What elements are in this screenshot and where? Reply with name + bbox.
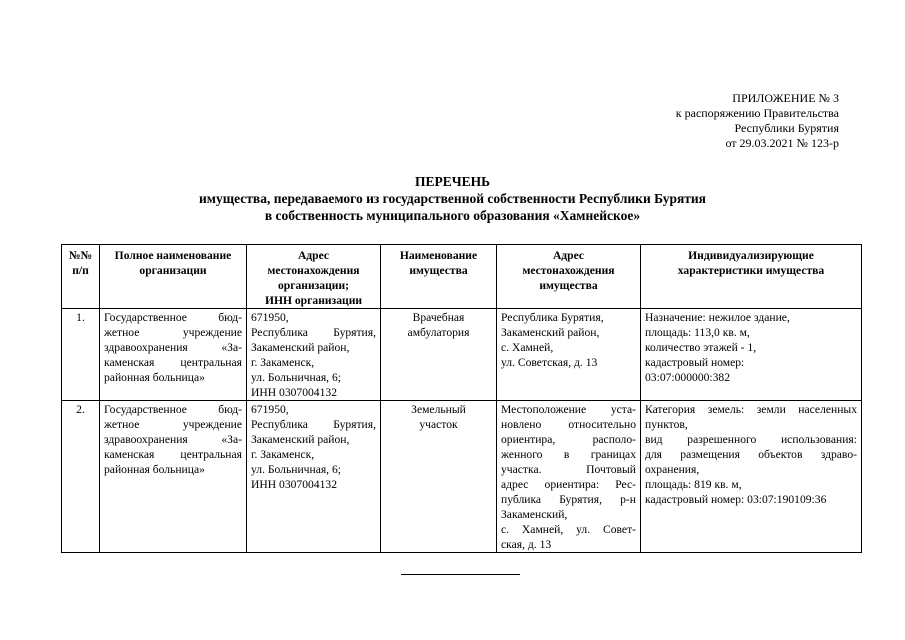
header-org-name [100, 245, 247, 309]
cell-num: 1. [62, 309, 100, 401]
cell-line: Адрес [552, 249, 585, 262]
cell-line: 671950, [251, 403, 289, 416]
cell-org-name [100, 401, 247, 553]
cell-org-address [247, 401, 381, 553]
cell-line: Местоположение уста- [501, 403, 636, 416]
cell-line: Адрес [297, 249, 330, 262]
cell-line: №№ [68, 249, 93, 262]
cell-line: ориентира, располо- [501, 433, 636, 446]
property-table [61, 244, 862, 553]
cell-line: Республика Бурятия, [251, 326, 376, 339]
appendix-date: от 29.03.2021 № 123-р [725, 136, 839, 150]
header-org-address [247, 245, 381, 309]
cell-line: местонахождения [267, 264, 360, 277]
header-property-address [497, 245, 641, 309]
cell-line: с. Хамней, ул. Совет- [501, 523, 636, 536]
cell-line: женного в границах [501, 448, 636, 461]
cell-line: местонахождения [522, 264, 615, 277]
cell-line: с. Хамней, [501, 341, 554, 354]
cell-line: площадь: 819 кв. м, [645, 478, 742, 491]
cell-line: г. Закаменск, [251, 356, 315, 369]
cell-line: новлено относительно [501, 418, 636, 431]
cell-line: Категория земель: земли населенных [645, 403, 857, 416]
header-num [62, 245, 100, 309]
table-row [62, 309, 862, 401]
cell-line: Закаменский район, [251, 341, 350, 354]
cell-line: 03:07:000000:382 [645, 371, 731, 384]
cell-line: Республика Бурятия, [251, 418, 376, 431]
cell-line: Закаменский район, [501, 326, 600, 339]
cell-org-address [247, 309, 381, 401]
cell-line: имущества [409, 264, 468, 277]
cell-line: участок [419, 418, 458, 431]
cell-line: организации [139, 264, 207, 277]
cell-line: ИНН 0307004132 [251, 478, 337, 491]
cell-line: Индивидуализирующие [688, 249, 814, 262]
appendix-republic: Республики Бурятия [734, 121, 839, 135]
cell-line: вид разрешенного использования: [645, 433, 857, 446]
document-title [0, 173, 905, 224]
cell-line: ская, д. 13 [501, 538, 552, 551]
cell-property-name [381, 401, 497, 553]
cell-line: количество этажей - 1, [645, 341, 757, 354]
cell-line: каменская центральная [104, 356, 242, 369]
title-line-2: имущества, передаваемого из государственной собственности Республики Бурятия [199, 191, 706, 206]
appendix-header [676, 91, 839, 151]
cell-characteristics [641, 401, 862, 553]
cell-line: пунктов, [645, 418, 688, 431]
cell-line: охранения, [645, 463, 700, 476]
cell-line: имущества [539, 279, 598, 292]
cell-line: п/п [72, 264, 89, 277]
cell-line: Республика Бурятия, [501, 311, 604, 324]
cell-line: Наименование [399, 249, 478, 262]
cell-line: каменская центральная [104, 448, 242, 461]
cell-line: районная больница» [104, 463, 205, 476]
cell-line: ИНН организации [264, 294, 363, 307]
cell-property-address [497, 401, 641, 553]
cell-line: Государственное бюд- [104, 403, 242, 416]
cell-line: участка. Почтовый [501, 463, 636, 476]
cell-line: Государственное бюд- [104, 311, 242, 324]
cell-line: здравоохранения «За- [104, 433, 242, 446]
table-header-row [62, 245, 862, 309]
appendix-order-ref: к распоряжению Правительства [675, 106, 839, 120]
cell-line: здравоохранения «За- [104, 341, 242, 354]
cell-line: Земельный [411, 403, 466, 416]
cell-line: жетное учреждение [104, 326, 242, 339]
cell-num: 2. [62, 401, 100, 553]
cell-line: Полное наименование [114, 249, 232, 262]
cell-line: ул. Советская, д. 13 [501, 356, 598, 369]
cell-line: организации; [277, 279, 350, 292]
cell-line: 671950, [251, 311, 289, 324]
title-line-3: в собственность муниципального образования «Хамнейское» [264, 208, 641, 223]
cell-line: ул. Больничная, 6; [251, 463, 341, 476]
cell-line: публика Бурятия, р-н [501, 493, 636, 506]
cell-line: адрес ориентира: Рес- [501, 478, 636, 491]
appendix-number: ПРИЛОЖЕНИЕ № 3 [732, 91, 839, 105]
cell-org-name [100, 309, 247, 401]
cell-line: Закаменский район, [251, 433, 350, 446]
cell-line: районная больница» [104, 371, 205, 384]
cell-property-address [497, 309, 641, 401]
cell-characteristics [641, 309, 862, 401]
header-characteristics [641, 245, 862, 309]
cell-line: Назначение: нежилое здание, [645, 311, 790, 324]
cell-property-name [381, 309, 497, 401]
cell-line: жетное учреждение [104, 418, 242, 431]
cell-line: кадастровый номер: 03:07:190109:36 [645, 493, 827, 506]
footer-divider [401, 574, 520, 575]
cell-line: г. Закаменск, [251, 448, 315, 461]
cell-line: кадастровый номер: [645, 356, 745, 369]
cell-line: амбулатория [407, 326, 470, 339]
cell-line: характеристики имущества [677, 264, 825, 277]
header-property-name [381, 245, 497, 309]
title-heading: ПЕРЕЧЕНЬ [414, 174, 491, 189]
cell-line: Закаменский, [501, 508, 568, 521]
cell-line: для размещения объектов здраво- [645, 448, 857, 461]
cell-line: ИНН 0307004132 [251, 386, 337, 399]
cell-line: площадь: 113,0 кв. м, [645, 326, 750, 339]
cell-line: Врачебная [412, 311, 465, 324]
cell-line: ул. Больничная, 6; [251, 371, 341, 384]
table-row [62, 401, 862, 553]
